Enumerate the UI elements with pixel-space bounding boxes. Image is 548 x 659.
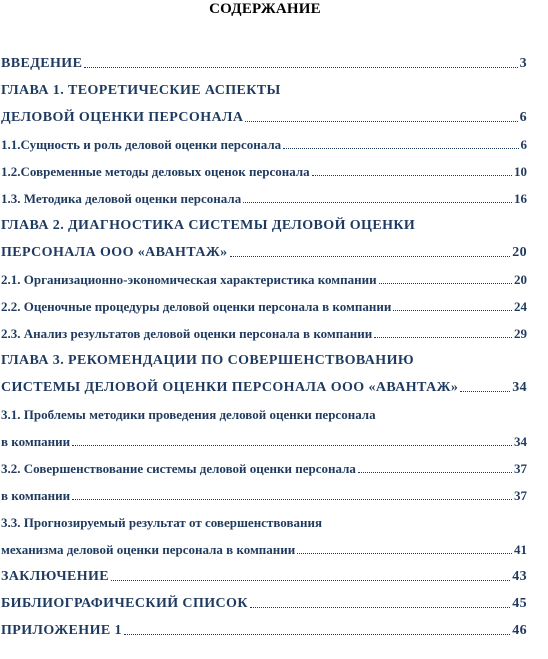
- toc-entry-page: 34: [512, 380, 527, 395]
- dot-leader: [250, 607, 510, 608]
- toc-entry-page: 10: [514, 164, 527, 179]
- page-title: СОДЕРЖАНИЕ: [209, 1, 321, 17]
- toc-entry-text: СИСТЕМЫ ДЕЛОВОЙ ОЦЕНКИ ПЕРСОНАЛА ООО «АВАНТАЖ»: [1, 380, 459, 395]
- dot-leader: [460, 391, 510, 392]
- toc-entry-section-2-2: [1, 296, 527, 316]
- toc-entry-section-3-2-line-2: [1, 485, 527, 505]
- dot-leader: [312, 175, 512, 176]
- toc-entry-chapter-1-line-2: [1, 107, 527, 127]
- dot-leader: [245, 121, 517, 122]
- toc-entry-page: 34: [514, 434, 527, 449]
- toc-entry-page: 20: [512, 245, 527, 260]
- toc-entry-page: 20: [514, 272, 527, 287]
- toc-entry-section-3-3-line-2: [1, 539, 527, 559]
- toc-entry-section-3-2-line-1: [1, 458, 527, 478]
- dot-leader: [393, 310, 512, 311]
- toc-entry-page: 6: [520, 137, 527, 152]
- toc-entry-section-1-1: [1, 134, 527, 154]
- toc-entry-text: в компании: [1, 488, 71, 503]
- toc-entry-section-2-1: [1, 269, 527, 289]
- toc-entry-text: БИБЛИОГРАФИЧЕСКИЙ СПИСОК: [1, 596, 248, 611]
- toc-entry-page: 16: [514, 191, 527, 206]
- dot-leader: [297, 553, 512, 554]
- toc-entry-text: 3.1. Проблемы методики проведения деловой оценки персонала: [1, 407, 376, 422]
- toc-entry-text: 3.2. Совершенствование системы деловой оценки персонала: [1, 461, 356, 476]
- toc-entry-section-1-2: [1, 161, 527, 181]
- toc-entry-bibliography: [1, 593, 527, 613]
- toc-entry-text: ГЛАВА 1. ТЕОРЕТИЧЕСКИЕ АСПЕКТЫ: [1, 83, 281, 98]
- toc-entry-text: ПЕРСОНАЛА ООО «АВАНТАЖ»: [1, 245, 228, 260]
- toc-entry-page: 41: [514, 542, 527, 557]
- toc-entry-text: ГЛАВА 3. РЕКОМЕНДАЦИИ ПО СОВЕРШЕНСТВОВАНИЮ: [1, 353, 415, 368]
- toc-entry-text: 1.3. Методика деловой оценки персонала: [1, 191, 242, 206]
- dot-leader: [358, 472, 512, 473]
- toc-entry-section-2-3: [1, 323, 527, 343]
- toc-entry-text: 2.2. Оценочные процедуры деловой оценки персонала в компании: [1, 299, 392, 314]
- dot-leader: [111, 580, 510, 581]
- toc-entry-text: в компании: [1, 434, 71, 449]
- dot-leader: [283, 148, 518, 149]
- toc-entry-text: ГЛАВА 2. ДИАГНОСТИКА СИСТЕМЫ ДЕЛОВОЙ ОЦЕНКИ: [1, 218, 416, 233]
- toc-entry-text: ДЕЛОВОЙ ОЦЕНКИ ПЕРСОНАЛА: [1, 110, 244, 125]
- toc-entry-page: 45: [512, 596, 527, 611]
- toc-entry-chapter-3-line-1: [1, 350, 527, 370]
- toc-entry-text: 1.2.Современные методы деловых оценок персонала: [1, 164, 310, 179]
- dot-leader: [72, 445, 512, 446]
- toc-entry-chapter-2-line-1: [1, 215, 527, 235]
- toc-entry-introduction: [1, 53, 527, 73]
- toc-entry-text: 2.3. Анализ результатов деловой оценки персонала в компании: [1, 326, 373, 341]
- toc-entry-chapter-1-line-1: [1, 80, 527, 100]
- toc-entry-appendix-1: [1, 620, 527, 640]
- toc-entry-chapter-2-line-2: [1, 242, 527, 262]
- toc-entry-page: 24: [514, 299, 527, 314]
- dot-leader: [379, 283, 512, 284]
- toc-entry-chapter-3-line-2: [1, 377, 527, 397]
- toc-entry-page: 3: [519, 56, 527, 71]
- toc-entry-text: ВВЕДЕНИЕ: [1, 56, 83, 71]
- toc-entry-text: 3.3. Прогнозируемый результат от совершенствования: [1, 515, 322, 530]
- toc-entry-text: ПРИЛОЖЕНИЕ 1: [1, 623, 122, 638]
- toc-entry-conclusion: [1, 566, 527, 586]
- dot-leader: [374, 337, 512, 338]
- toc-entry-page: 46: [512, 623, 527, 638]
- toc-entry-text: 1.1.Сущность и роль деловой оценки персонала: [1, 137, 282, 152]
- dot-leader: [243, 202, 512, 203]
- toc-entry-section-3-1-line-1: [1, 404, 527, 424]
- toc-entry-text: механизма деловой оценки персонала в компании: [1, 542, 296, 557]
- toc-entry-text: ЗАКЛЮЧЕНИЕ: [1, 569, 110, 584]
- toc-entry-page: 6: [519, 110, 527, 125]
- toc-entry-page: 29: [514, 326, 527, 341]
- toc-entry-page: 37: [514, 461, 527, 476]
- dot-leader: [84, 67, 517, 68]
- toc-entry-page: 43: [512, 569, 527, 584]
- dot-leader: [124, 634, 510, 635]
- dot-leader: [230, 256, 511, 257]
- toc-entry-page: 37: [514, 488, 527, 503]
- toc-entry-text: 2.1. Организационно-экономическая характеристика компании: [1, 272, 377, 287]
- toc-entry-section-1-3: [1, 188, 527, 208]
- dot-leader: [72, 499, 512, 500]
- toc-entry-section-3-3-line-1: [1, 512, 527, 532]
- toc-entry-section-3-1-line-2: [1, 431, 527, 451]
